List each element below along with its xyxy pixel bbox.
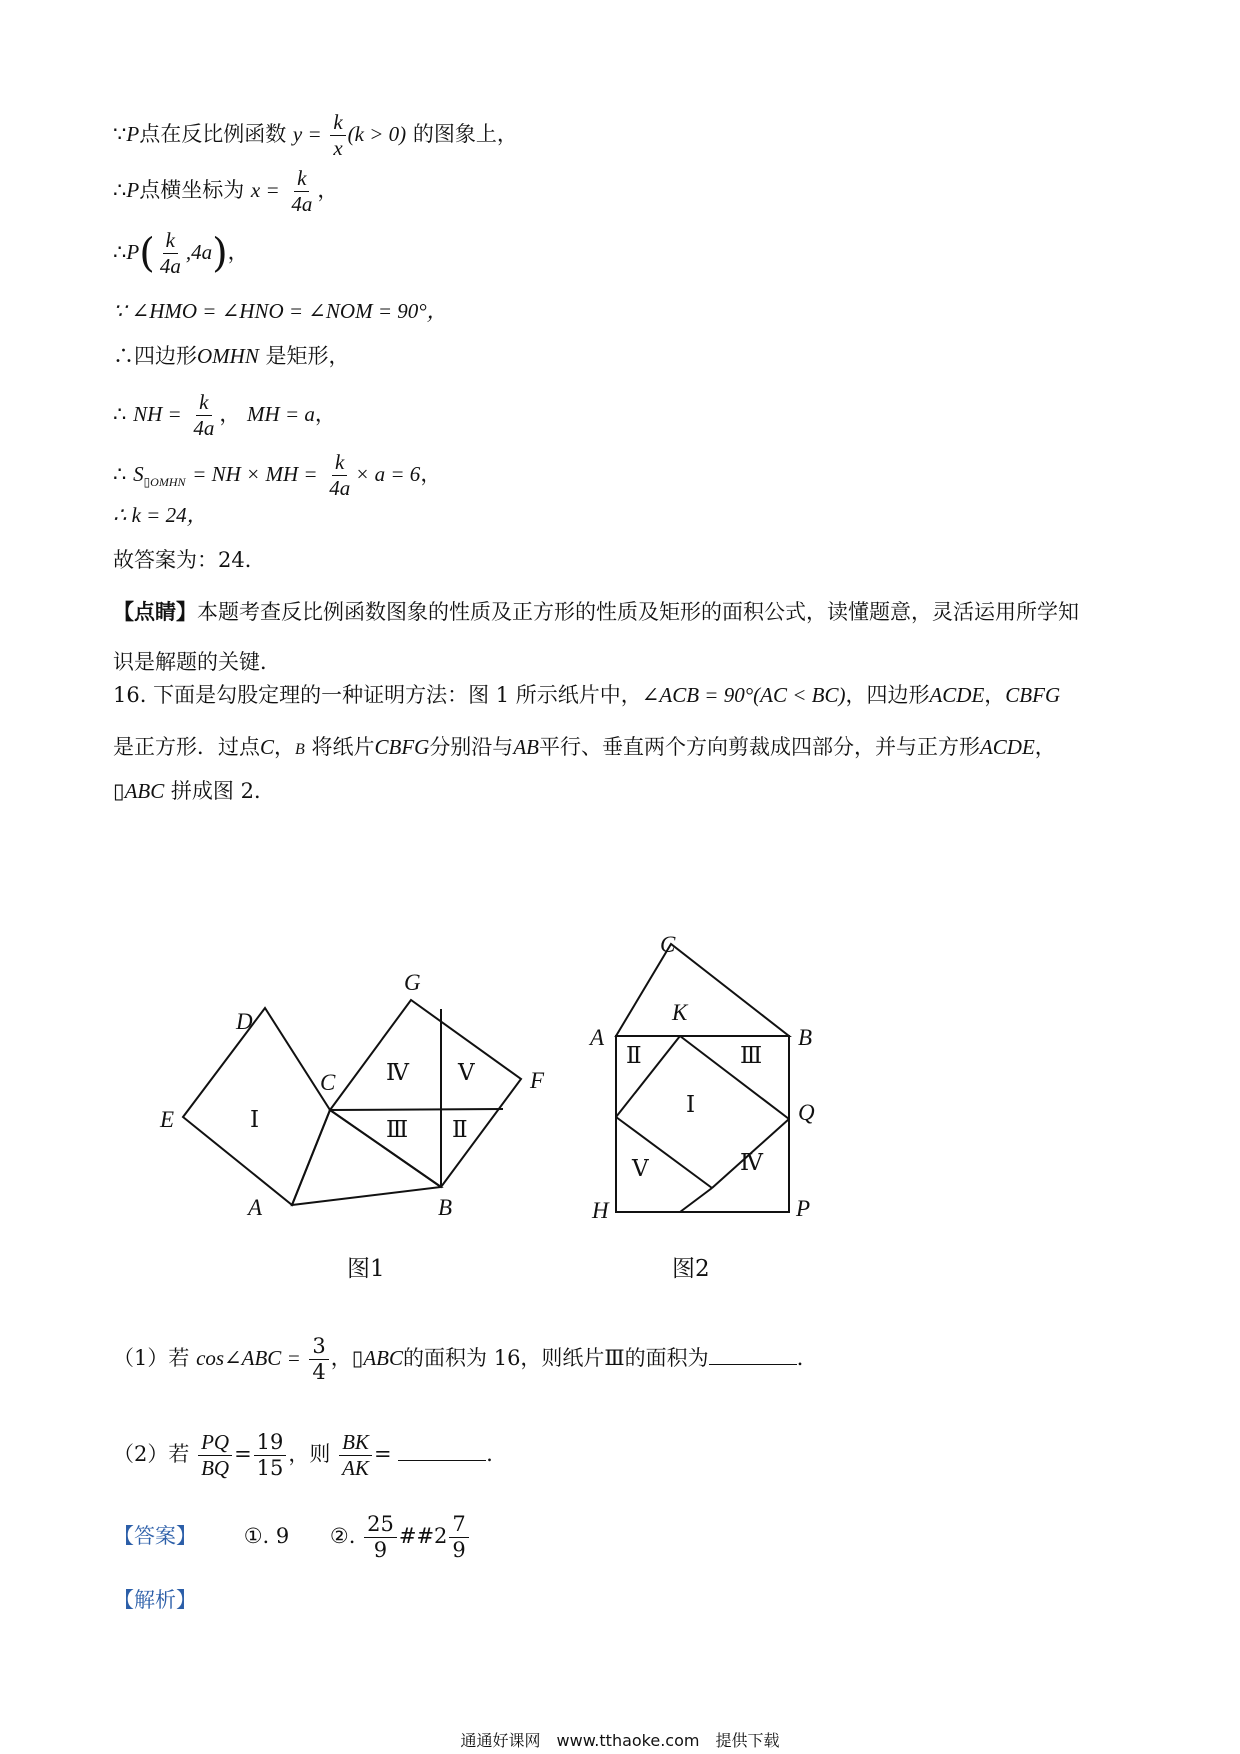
paren-close: ) <box>212 230 228 277</box>
fig2-label-c: C <box>660 932 676 957</box>
sub-question-2 <box>113 1430 507 1481</box>
question-line-3 <box>113 776 275 806</box>
point-p: P <box>126 178 140 202</box>
text: ， <box>984 683 1006 707</box>
answer-line <box>113 1512 471 1563</box>
text: ，则 <box>288 1442 331 1466</box>
comment-tag: 【点睛】 <box>113 600 197 624</box>
text: （1）若 <box>113 1346 190 1370</box>
text: ，四边形 <box>845 683 930 707</box>
solution-line-6 <box>113 390 336 441</box>
footer: 通通好课网 www.tthaoke.com 提供下载 <box>460 1731 780 1750</box>
fraction-k-over-4a: $\frac{k}{4a}$ <box>291 166 313 216</box>
square-cbfg: CBFG <box>1005 683 1061 707</box>
therefore-symbol: ∴ <box>113 178 127 202</box>
math-y: y = <box>292 122 322 146</box>
triangle-abc: ABC <box>363 1346 404 1370</box>
square-cbfg <box>330 1000 521 1187</box>
text: ， <box>314 402 336 426</box>
point-b: B <box>295 741 305 758</box>
fraction-pq-over-bq: $\frac{PQ}{BQ}$ <box>198 1430 232 1481</box>
sub-question-1 <box>113 1334 818 1385</box>
text: 将纸片 <box>311 735 375 759</box>
paper-cbfg: CBFG <box>374 735 430 759</box>
solution-line-4: ∵ ∠HMO = ∠HNO = ∠NOM = 90°， <box>113 299 448 323</box>
analysis-line <box>113 1585 197 1615</box>
fig1-label-c: C <box>320 1070 336 1095</box>
text: ， <box>330 1346 352 1370</box>
triangle-abc <box>292 1110 441 1205</box>
solution-line-7 <box>113 450 441 501</box>
solution-line-1 <box>113 110 518 161</box>
fig1-piece-3: Ⅲ <box>386 1117 409 1143</box>
fig2-piece-1: Ⅰ <box>686 1092 696 1118</box>
fraction-7-over-9: $\frac{7}{9}$ <box>449 1512 468 1563</box>
fig2-caption: 图2 <box>672 1256 710 1282</box>
fraction-3-over-4: $\frac{3}{4}$ <box>309 1334 328 1385</box>
fig2-piece-5: Ⅴ <box>632 1156 649 1182</box>
text: ， <box>227 240 249 264</box>
segment-ab: AB <box>513 735 539 759</box>
text: 点在反比例函数 <box>139 122 287 146</box>
therefore-symbol: ∴ <box>113 402 127 426</box>
square-acde: ACDE <box>979 735 1035 759</box>
question-line-1 <box>113 680 1060 710</box>
fig2-piece-2: Ⅱ <box>626 1043 642 1069</box>
math-mh: MH = a <box>247 402 315 426</box>
triangle-symbol: ▯ <box>113 779 125 803</box>
comment-text-2: 识是解题的关键． <box>113 650 281 674</box>
text: ． <box>796 1346 818 1370</box>
answer-blank-1[interactable] <box>709 1346 797 1365</box>
square-abph <box>616 1036 789 1212</box>
therefore-symbol: ∴ <box>113 462 127 486</box>
answer-tag: 【答案】 <box>113 1524 197 1548</box>
fig1-label-e: E <box>160 1107 175 1132</box>
equals: = <box>373 1442 392 1466</box>
fig2-label-q: Q <box>798 1100 815 1125</box>
text: ∴四边形 <box>113 344 197 368</box>
answer-2-label: ②. <box>329 1524 356 1548</box>
cut-parallel <box>330 1109 503 1110</box>
triangle-symbol: ▯ <box>351 1346 364 1370</box>
math-s: S <box>133 462 144 486</box>
triangle-abc: ABC <box>124 779 165 803</box>
fig1-piece-4: Ⅳ <box>386 1060 409 1086</box>
point-c: C <box>260 735 275 759</box>
text: ， <box>274 735 296 759</box>
fig2-label-h: H <box>592 1198 609 1223</box>
solution-line-5 <box>113 341 350 371</box>
point-p: P <box>126 122 140 146</box>
fig2-label-p: P <box>796 1196 811 1221</box>
solution-line-8: ∴ k = 24， <box>113 503 208 527</box>
text: 是矩形， <box>265 344 350 368</box>
answer-blank-2[interactable] <box>398 1442 486 1461</box>
text: 16. 下面是勾股定理的一种证明方法：图 1 所示纸片中， <box>113 683 642 707</box>
fig2-label-b: B <box>798 1025 813 1050</box>
fig1-caption: 图1 <box>347 1256 385 1282</box>
comment <box>113 587 1123 687</box>
fig2-piece-4: Ⅳ <box>740 1150 763 1176</box>
solution-line-9: 故答案为：24． <box>113 548 266 572</box>
triangle-abc-2 <box>616 944 789 1036</box>
equals: = <box>234 1442 252 1466</box>
fraction-k-over-4a: $\frac{k}{4a}$ <box>159 228 181 278</box>
fraction-k-over-x: $\frac{k}{x}$ <box>330 110 345 161</box>
fig1-label-b: B <box>438 1195 453 1220</box>
fraction-19-over-15: $\frac{19}{15}$ <box>254 1430 287 1481</box>
comment-text-1: 本题考查反比例函数图象的性质及正方形的性质及矩形的面积公式，读懂题意，灵活运用所学知 <box>197 600 1079 624</box>
solution-line-2 <box>113 166 338 217</box>
fig1-label-a: A <box>248 1195 263 1220</box>
fraction-bk-over-ak: $\frac{BK}{AK}$ <box>339 1430 372 1481</box>
text: 的图象上， <box>412 122 518 146</box>
text: 分别沿与 <box>429 735 514 759</box>
quad-name: OMHN <box>197 344 259 368</box>
text: 是正方形．过点 <box>113 735 260 759</box>
text: ． <box>486 1442 508 1466</box>
condition: (k > 0) <box>347 122 407 146</box>
fig1-piece-1: Ⅰ <box>250 1107 260 1133</box>
math-nh: NH = <box>133 402 182 426</box>
fig1-piece-2: Ⅱ <box>452 1117 468 1143</box>
text: 平行、垂直两个方向剪裁成四部分，并与正方形 <box>538 735 980 759</box>
therefore-symbol: ∴ <box>113 240 127 264</box>
text: ， <box>420 462 442 486</box>
answer-1: ①. 9 <box>243 1524 290 1548</box>
paren-open: ( <box>139 230 155 277</box>
subscript: ▯OMHN <box>143 475 186 490</box>
fig2-label-a: A <box>590 1025 605 1050</box>
fraction-k-over-4a: $\frac{k}{4a}$ <box>193 390 215 440</box>
fig2-piece-3: Ⅲ <box>740 1043 763 1069</box>
because-symbol: ∵ <box>113 122 127 146</box>
text: 的面积为 16，则纸片Ⅲ的面积为 <box>403 1346 709 1370</box>
fraction-k-over-4a: $\frac{k}{4a}$ <box>329 450 351 500</box>
text: 点横坐标为 <box>139 178 245 202</box>
solution-line-3 <box>113 228 249 279</box>
answer-separator: ##2 <box>398 1524 448 1548</box>
fig2-label-k: K <box>672 1000 688 1025</box>
text: （2）若 <box>113 1442 190 1466</box>
figure-1 <box>183 1000 521 1205</box>
question-line-2 <box>113 732 1056 765</box>
fig1-label-g: G <box>404 970 421 995</box>
point-p: P <box>126 240 140 264</box>
cut-lines <box>680 1036 789 1212</box>
math-x: x = <box>250 178 280 202</box>
analysis-tag: 【解析】 <box>113 1588 197 1612</box>
fig1-label-d: D <box>236 1009 253 1034</box>
fig1-piece-5: Ⅴ <box>458 1060 475 1086</box>
coordinate: ,4a <box>185 240 213 264</box>
text: ， <box>219 402 241 426</box>
fraction-25-over-9: $\frac{25}{9}$ <box>364 1512 397 1563</box>
angle-condition: ∠ACB = 90°(AC < BC) <box>641 683 846 707</box>
math-rest: × a = 6 <box>355 462 421 486</box>
square-acde: ACDE <box>929 683 985 707</box>
fig1-label-f: F <box>530 1068 545 1093</box>
math-eq: = NH × MH = <box>192 462 318 486</box>
text: ， <box>1034 735 1056 759</box>
text: 拼成图 2． <box>170 779 275 803</box>
text: ， <box>317 178 339 202</box>
cos-expr: cos∠ABC = <box>196 1346 301 1370</box>
